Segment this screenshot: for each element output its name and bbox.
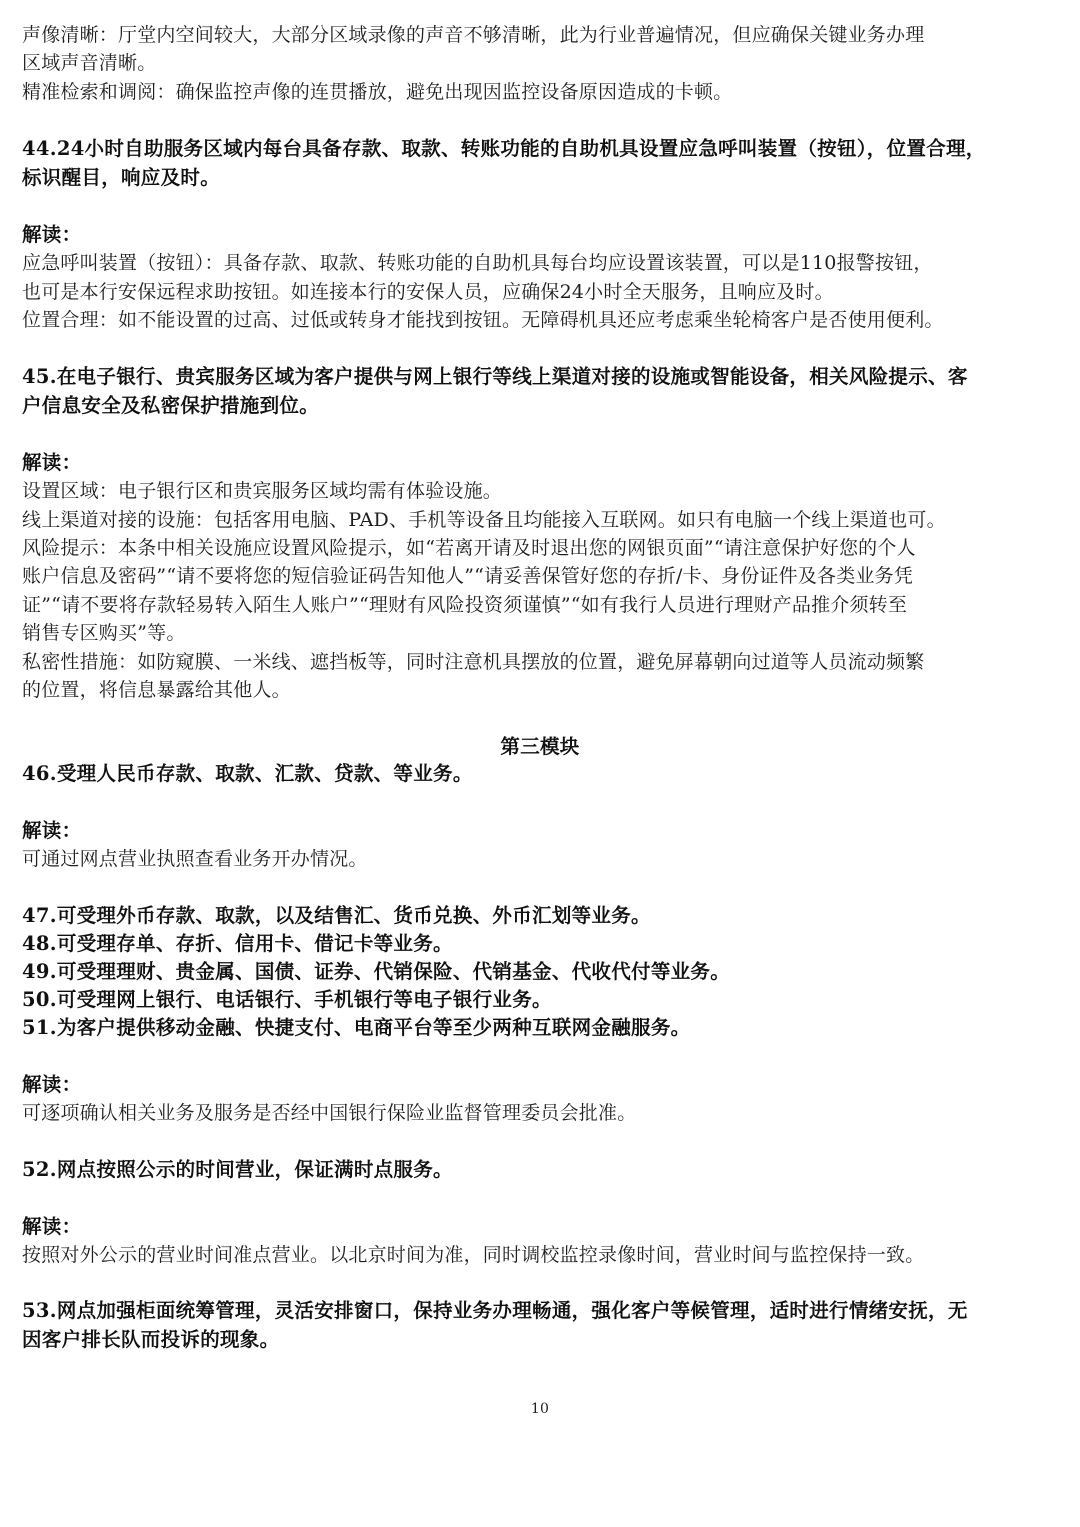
clause-49-heading: 49.可受理理财、贵金属、国债、证券、代销保险、代销基金、代收代付等业务。 [22,960,731,983]
body-text-line: 的位置，将信息暴露给其他人。 [22,679,291,701]
body-text-line: 可通过网点营业执照查看业务开办情况。 [22,848,368,870]
body-text-line: 位置合理：如不能设置的过高、过低或转身才能找到按钮。无障碍机具还应考虑乘坐轮椅客户是否使用便利。 [22,309,944,331]
body-text-line: 证”“请不要将存款轻易转入陌生人账户”“理财有风险投资须谨慎”“如有我行人员进行理财产品推介须转至 [22,594,908,616]
body-text-line: 应急呼叫装置（按钮）：具备存款、取款、转账功能的自助机具每台均应设置该装置，可以是110报警按钮， [22,252,933,274]
clause-44-heading-cont: 标识醒目，响应及时。 [22,166,221,189]
interpretation-label: 解读： [22,819,82,842]
body-text-line: 线上渠道对接的设施：包括客用电脑、PAD、手机等设备且均能接入互联网。如只有电脑一个线上渠道也可。 [22,509,946,531]
body-text-line: 设置区域：电子银行区和贵宾服务区域均需有体验设施。 [22,480,503,502]
interpretation-label: 解读： [22,1073,82,1096]
clause-52-heading: 52.网点按照公示的时间营业，保证满时点服务。 [22,1158,453,1181]
body-text-line: 可逐项确认相关业务及服务是否经中国银行保险业监督管理委员会批准。 [22,1102,637,1124]
body-text-line: 也可是本行安保远程求助按钮。如连接本行的安保人员，应确保24小时全天服务，且响应及时。 [22,281,834,303]
clause-53-heading-cont: 因客户排长队而投诉的现象。 [22,1328,280,1351]
body-text-line: 按照对外公示的营业时间准点营业。以北京时间为准，同时调校监控录像时间，营业时间与监控保持一致。 [22,1244,925,1266]
section-title: 第三模块 [500,735,580,758]
interpretation-label: 解读： [22,451,82,474]
clause-46-heading: 46.受理人民币存款、取款、汇款、贷款、等业务。 [22,762,473,785]
clause-50-heading: 50.可受理网上银行、电话银行、手机银行等电子银行业务。 [22,988,552,1011]
body-text-line: 声像清晰：厅堂内空间较大，大部分区域录像的声音不够清晰，此为行业普遍情况，但应确保关键业务办理 [22,24,925,46]
body-text-line: 区域声音清晰。 [22,52,157,74]
interpretation-label: 解读： [22,1215,82,1238]
clause-47-heading: 47.可受理外币存款、取款，以及结售汇、货币兑换、外币汇划等业务。 [22,904,651,927]
clause-44-heading: 44.24小时自助服务区域内每台具备存款、取款、转账功能的自助机具设置应急呼叫装置（按钮），位置合理， [22,137,986,160]
clause-48-heading: 48.可受理存单、存折、信用卡、借记卡等业务。 [22,932,453,955]
body-text-line: 风险提示：本条中相关设施应设置风险提示，如“若离开请及时退出您的网银页面”“请注意保护好您的个人 [22,537,916,559]
clause-51-heading: 51.为客户提供移动金融、快捷支付、电商平台等至少两种互联网金融服务。 [22,1016,691,1039]
interpretation-label: 解读： [22,223,82,246]
page-number: 10 [530,1401,550,1417]
body-text-line: 账户信息及密码”“请不要将您的短信验证码告知他人”“请妥善保管好您的存折/卡、身份证件及各类业务凭 [22,565,914,587]
body-text-line: 私密性措施：如防窥膜、一米线、遮挡板等，同时注意机具摆放的位置，避免屏幕朝向过道等人员流动频繁 [22,651,925,673]
clause-45-heading: 45.在电子银行、贵宾服务区域为客户提供与网上银行等线上渠道对接的设施或智能设备，相关风险提示、客 [22,365,968,388]
clause-45-heading-cont: 户信息安全及私密保护措施到位。 [22,394,320,417]
body-text-line: 销售专区购买”等。 [22,622,186,644]
clause-53-heading: 53.网点加强柜面统筹管理，灵活安排窗口，保持业务办理畅通，强化客户等候管理，适时进行情绪安抚，无 [22,1299,968,1322]
body-text-line: 精准检索和调阅：确保监控声像的连贯播放，避免出现因监控设备原因造成的卡顿。 [22,81,733,103]
